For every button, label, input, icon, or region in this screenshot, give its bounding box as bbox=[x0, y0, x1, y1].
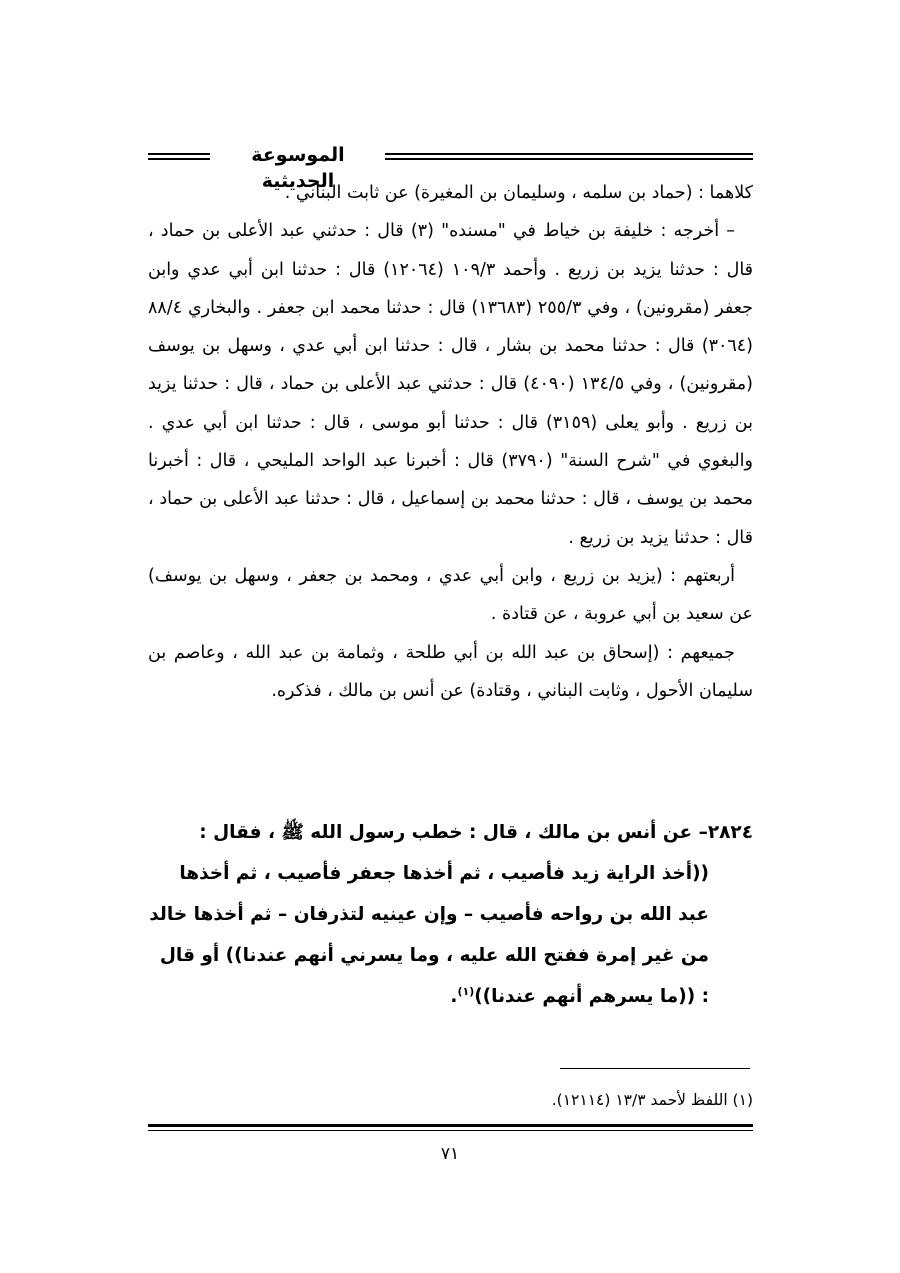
footnote-separator bbox=[560, 1068, 750, 1069]
paragraph-arbaatuhum: أربعتهم : (يزيد بن زريع ، وابن أبي عدي ، ومحمد بن جعفر ، وسهل بن يوسف) عن سعيد بن أبي عروبة ، عن قتادة . bbox=[148, 565, 753, 625]
page-number: ٧١ bbox=[440, 1144, 460, 1164]
header-rule-right bbox=[385, 153, 753, 160]
hadith-paragraph bbox=[148, 812, 753, 1017]
hadith-end: . bbox=[450, 986, 458, 1007]
footnote-reference[interactable]: (١) bbox=[457, 984, 475, 998]
hadith-block bbox=[148, 812, 753, 1017]
footnote: (١) اللفظ لأحمد ١٣/٣ (١٢١١٤). bbox=[551, 1091, 753, 1109]
main-text bbox=[148, 174, 753, 710]
paragraph-jamiuhum: جميعهم : (إسحاق بن عبد الله بن أبي طلحة ، وثمامة بن عبد الله ، وعاصم بن سليمان الأحول ، وثابت البناني ، وقتادة) عن أنس بن مالك ، فذكره. bbox=[148, 642, 753, 701]
hadith-text: عن أنس بن مالك ، قال : خطب رسول الله ﷺ ، فقال : ((أخذ الراية زيد فأصيب ، ثم أخذها جعفر فأصيب ، ثم أخذها عبد الله بن رواحه فأصيب – وإن عينيه لتذرفان – ثم أخذها خالد من غير إمرة ففتح الله عليه ، وما يسرني أنهم عندنا)) أو قال : ((ما يسرهم أنهم عندنا)) bbox=[149, 822, 709, 1007]
bottom-rule bbox=[148, 1124, 753, 1131]
header-rule-left bbox=[148, 153, 210, 160]
header-title: الموسوعة الحديثية bbox=[251, 144, 345, 192]
hadith-number: ٢٨٢٤– bbox=[698, 822, 753, 843]
paragraph-takhrij: – أخرجه : خليفة بن خياط في "مسنده" (٣) قال : حدثني عبد الأعلى بن حماد ، قال : حدثنا يزيد بن زريع . وأحمد ١٠٩/٣ (١٢٠٦٤) قال : حدثنا ابن أبي عدي وابن جعفر (مقرونين) ، وفي ٢٥٥/٣ (١٣٦٨٣) قال : حدثنا محمد ابن جعفر . والبخاري ٨٨/٤ (٣٠٦٤) قال : حدثنا محمد بن بشار ، قال : حدثنا ابن أبي عدي ، وسهل بن يوسف (مقرونين) ، وفي ١٣٤/٥ (٤٠٩٠) قال : حدثني عبد الأعلى بن حماد ، قال : حدثنا يزيد بن زريع . وأبو يعلى (٣١٥٩) قال : حدثنا أبو موسى ، قال : حدثنا ابن أبي عدي . والبغوي في "شرح السنة" (٣٧٩٠) قال : أخبرنا عبد الواحد المليحي ، قال : أخبرنا محمد بن يوسف ، قال : حدثنا محمد بن إسماعيل ، قال : حدثنا عبد الأعلى بن حماد ، قال : حدثنا يزيد بن زريع . bbox=[148, 221, 754, 548]
page-header bbox=[148, 142, 753, 192]
paragraph-kilahuma: كلاهما : (حماد بن سلمه ، وسليمان بن المغيرة) عن ثابت البناني . bbox=[284, 183, 753, 203]
